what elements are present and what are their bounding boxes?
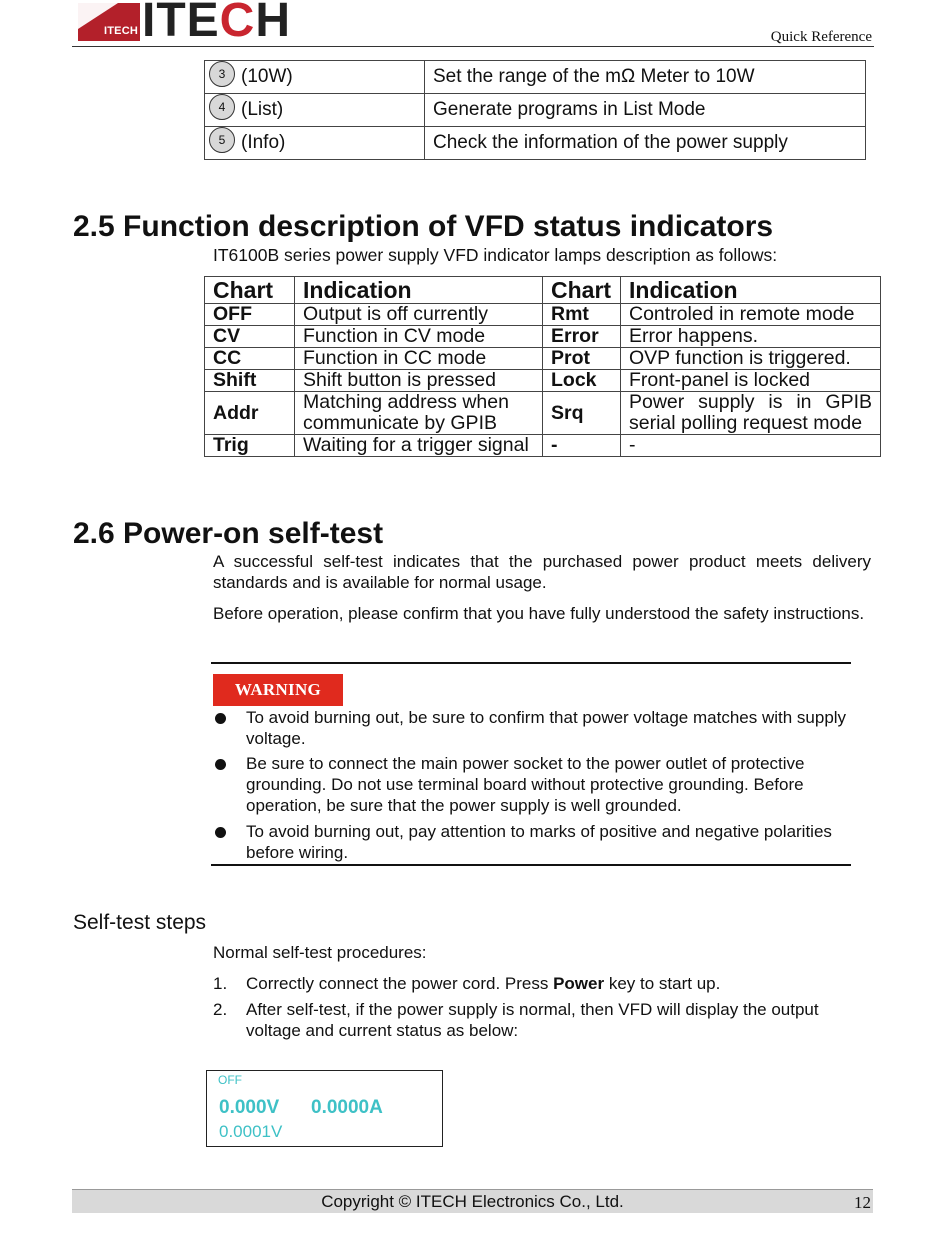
page-footer xyxy=(72,1189,873,1213)
warning-label: WARNING xyxy=(213,674,343,706)
table-cell: Rmt xyxy=(543,304,621,326)
table-cell: Function in CV mode xyxy=(295,326,543,348)
self-test-heading: Self-test steps xyxy=(73,911,207,934)
table-cell: Lock xyxy=(543,370,621,392)
page-number: 12 xyxy=(854,1193,871,1212)
vfd-display xyxy=(206,1070,443,1147)
table-cell: Matching address when communicate by GPIB xyxy=(295,392,543,435)
table-row xyxy=(205,392,881,435)
table-cell: - xyxy=(621,435,881,457)
key-description: Generate programs in List Mode xyxy=(425,94,866,127)
table-cell: Front-panel is locked xyxy=(621,370,881,392)
table-cell: OFF xyxy=(205,304,295,326)
logo-text: ITECH xyxy=(142,0,292,47)
bullet-icon xyxy=(215,759,226,770)
key-label: (List) xyxy=(241,99,284,121)
table-cell: Trig xyxy=(205,435,295,457)
section-2-5-title: 2.5 Function description of VFD status indicators xyxy=(73,210,774,243)
step-number: 2. xyxy=(213,1000,228,1019)
table-row xyxy=(205,94,866,127)
vfd-indicator-table xyxy=(204,276,881,457)
column-header: Chart xyxy=(543,277,621,304)
bullet-icon xyxy=(215,713,226,724)
paragraph: A successful self-test indicates that the purchased power product meets delivery standards and is available for normal usage. xyxy=(213,552,871,592)
bullet-icon xyxy=(215,827,226,838)
vfd-voltage: 0.000V xyxy=(219,1097,280,1118)
section-2-5-intro: IT6100B series power supply VFD indicator lamps description as follows: xyxy=(213,245,778,265)
table-cell: Shift xyxy=(205,370,295,392)
table-cell: Function in CC mode xyxy=(295,348,543,370)
table-cell: Shift button is pressed xyxy=(295,370,543,392)
bullet-text: To avoid burning out, pay attention to marks of positive and negative polarities before wiring. xyxy=(246,822,832,862)
circled-number-icon: 4 xyxy=(209,94,235,120)
circled-number-icon: 3 xyxy=(209,61,235,87)
self-test-intro: Normal self-test procedures: xyxy=(213,943,427,962)
table-header-row xyxy=(205,277,881,304)
table-row xyxy=(205,61,866,94)
table-row xyxy=(205,127,866,160)
bullet-text: To avoid burning out, be sure to confirm that power voltage matches with supply voltage. xyxy=(246,708,847,748)
table-cell: Controled in remote mode xyxy=(621,304,881,326)
paragraph: Before operation, please confirm that you have fully understood the safety instructions. xyxy=(213,604,865,623)
column-header: Indication xyxy=(295,277,543,304)
table-cell: Output is off currently xyxy=(295,304,543,326)
table-cell: OVP function is triggered. xyxy=(621,348,881,370)
section-2-6-title: 2.6 Power-on self-test xyxy=(73,517,384,550)
vfd-current: 0.0000A xyxy=(311,1097,383,1118)
bullet-text: Be sure to connect the main power socket to the power outlet of protective grounding. Do not use terminal board without protective grounding. Before operation, be sure that the power supply is well grounded. xyxy=(246,754,805,815)
circled-number-icon: 5 xyxy=(209,127,235,153)
key-label: (Info) xyxy=(241,132,286,154)
table-cell: Error xyxy=(543,326,621,348)
column-header: Indication xyxy=(621,277,881,304)
table-cell: CV xyxy=(205,326,295,348)
list-item xyxy=(213,707,873,749)
table-row xyxy=(205,435,881,457)
table-row xyxy=(205,304,881,326)
step-number: 1. xyxy=(213,974,228,993)
key-table xyxy=(204,60,866,160)
table-cell: Power supply is in GPIB serial polling request mode xyxy=(621,392,881,435)
header-divider xyxy=(72,46,874,47)
logo-badge xyxy=(78,3,140,41)
header-title: Quick Reference xyxy=(770,29,872,45)
table-cell: Waiting for a trigger signal xyxy=(295,435,543,457)
table-cell: CC xyxy=(205,348,295,370)
step-text: Correctly connect the power cord. Press Power key to start up. xyxy=(246,974,721,993)
warning-top-rule xyxy=(211,662,851,664)
copyright-text: Copyright © ITECH Electronics Co., Ltd. xyxy=(321,1192,624,1211)
key-label: (10W) xyxy=(241,66,293,88)
table-row xyxy=(205,326,881,348)
list-item xyxy=(213,753,873,816)
table-cell: Error happens. xyxy=(621,326,881,348)
vfd-status: OFF xyxy=(218,1073,242,1087)
table-cell: Addr xyxy=(205,392,295,435)
table-row xyxy=(205,348,881,370)
key-description: Set the range of the mΩ Meter to 10W xyxy=(425,61,866,94)
table-cell: Prot xyxy=(543,348,621,370)
itech-logo xyxy=(78,0,294,47)
column-header: Chart xyxy=(205,277,295,304)
list-item xyxy=(213,999,873,1041)
logo-small-text: ITECH xyxy=(104,25,138,37)
table-cell: Srq xyxy=(543,392,621,435)
list-item xyxy=(213,821,873,863)
vfd-setting: 0.0001V xyxy=(219,1122,283,1141)
table-row xyxy=(205,370,881,392)
key-description: Check the information of the power supply xyxy=(425,127,866,160)
step-text: After self-test, if the power supply is normal, then VFD will display the output voltage and current status as below: xyxy=(246,1000,819,1040)
table-cell: - xyxy=(543,435,621,457)
list-item xyxy=(213,973,873,994)
warning-bottom-rule xyxy=(211,864,851,866)
